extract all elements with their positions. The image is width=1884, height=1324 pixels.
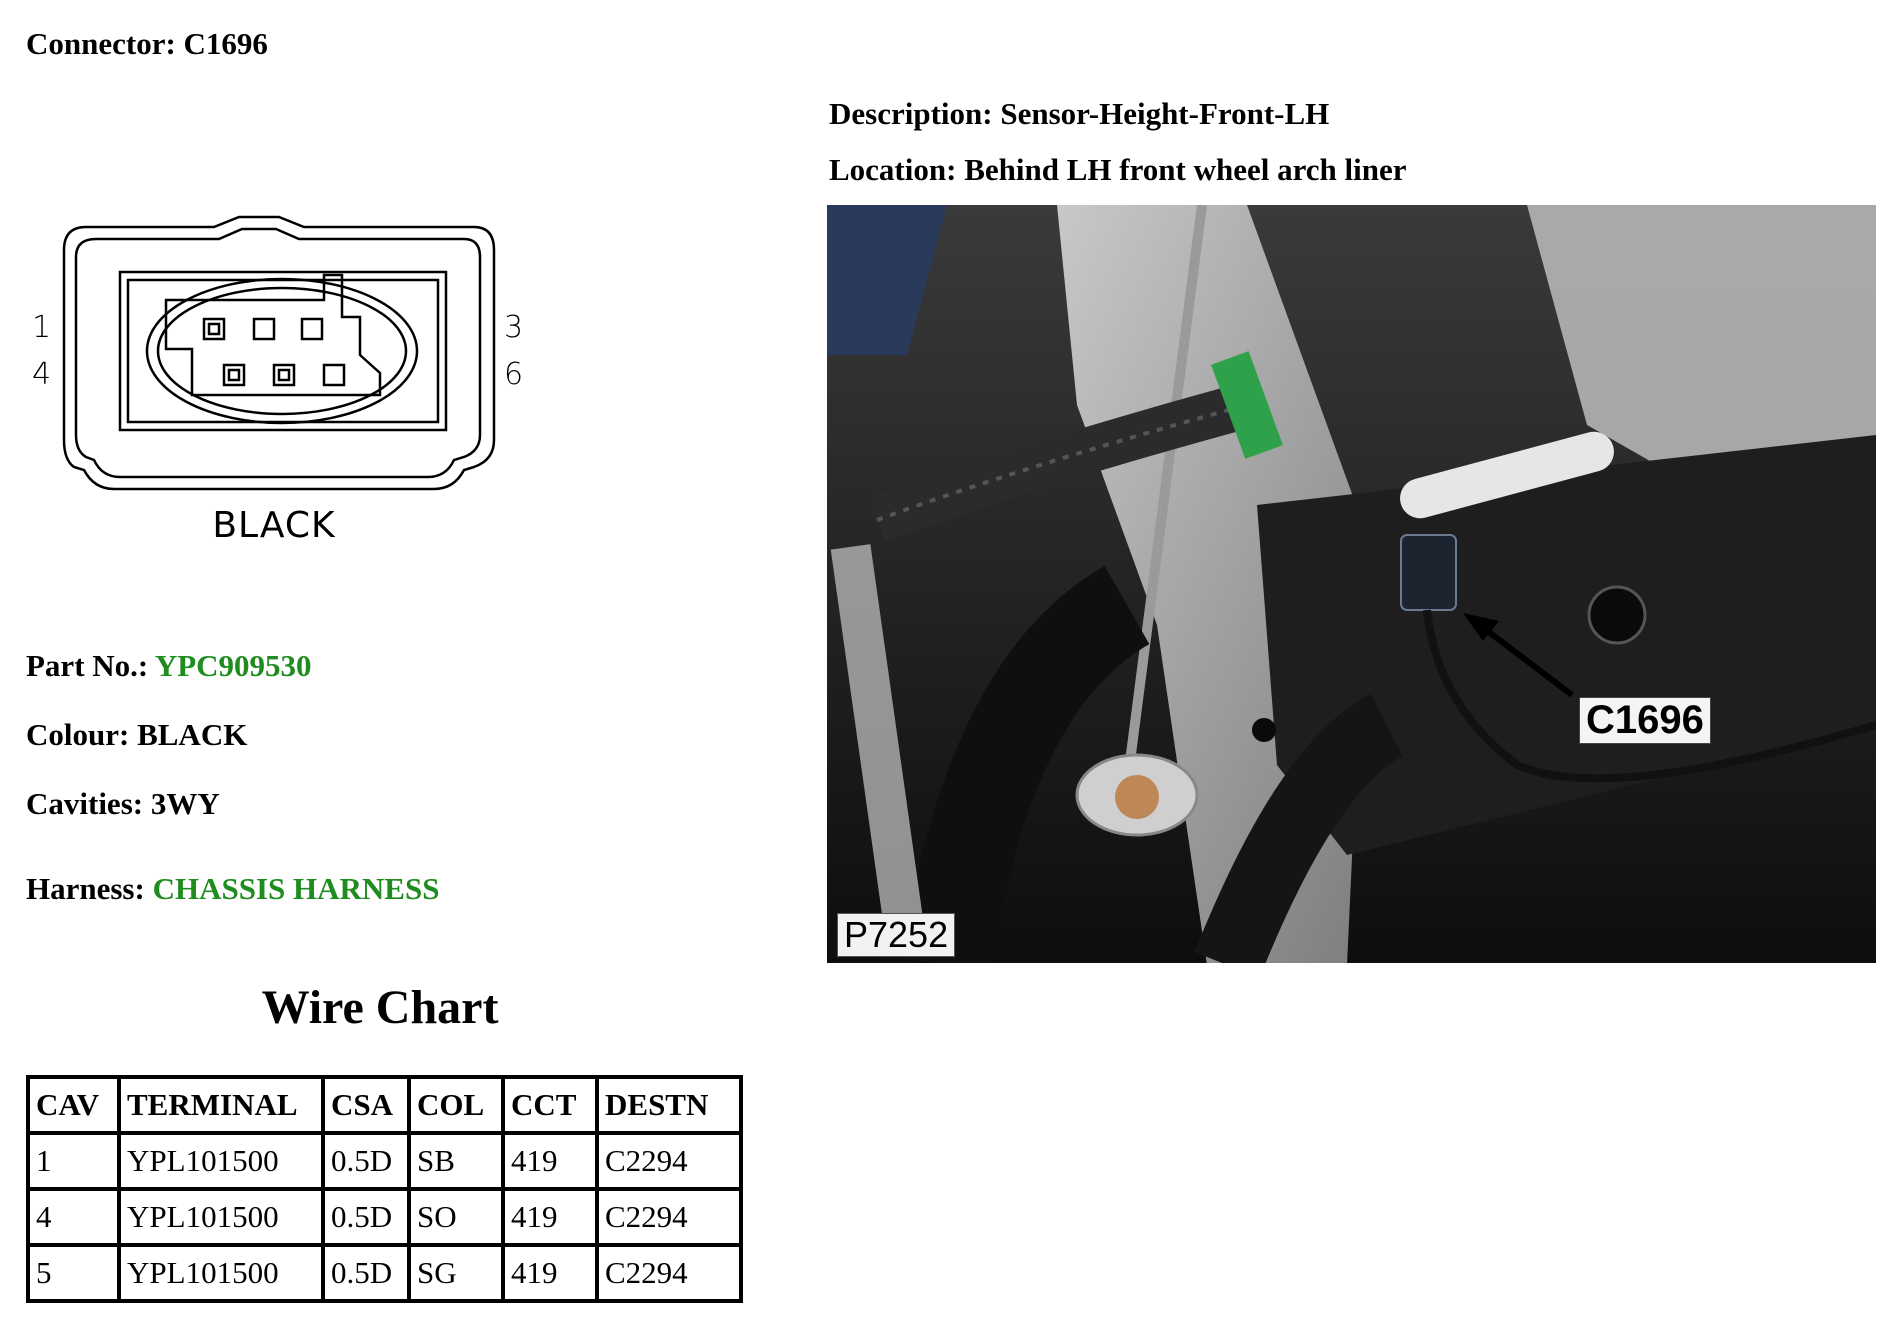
header-csa: CSA bbox=[323, 1077, 409, 1133]
cell-csa: 0.5D bbox=[323, 1245, 409, 1301]
cell-destn: C2294 bbox=[597, 1245, 741, 1301]
harness bbox=[26, 871, 439, 907]
pin-1-icon bbox=[204, 319, 224, 339]
pin-4-icon bbox=[224, 365, 244, 385]
pin-label-3: 3 bbox=[504, 310, 524, 345]
cell-csa: 0.5D bbox=[323, 1189, 409, 1245]
description bbox=[829, 96, 1329, 132]
header-col: COL bbox=[409, 1077, 503, 1133]
cell-col: SG bbox=[409, 1245, 503, 1301]
pin-2-icon bbox=[254, 319, 274, 339]
wire-chart-table bbox=[26, 1075, 743, 1303]
header-cct: CCT bbox=[503, 1077, 597, 1133]
photo-callout-label: C1696 bbox=[1579, 697, 1711, 744]
pin-label-1: 1 bbox=[32, 310, 52, 345]
pin-5-icon bbox=[274, 365, 294, 385]
cell-destn: C2294 bbox=[597, 1133, 741, 1189]
cell-destn: C2294 bbox=[597, 1189, 741, 1245]
header-terminal: TERMINAL bbox=[119, 1077, 323, 1133]
table-row bbox=[28, 1133, 741, 1189]
cell-terminal: YPL101500 bbox=[119, 1133, 323, 1189]
pin-3-icon bbox=[302, 319, 322, 339]
location-label: Location: bbox=[829, 152, 957, 187]
cell-terminal: YPL101500 bbox=[119, 1245, 323, 1301]
cell-cav: 4 bbox=[28, 1189, 119, 1245]
cavities-label: Cavities: bbox=[26, 786, 144, 821]
description-value: Sensor-Height-Front-LH bbox=[1000, 96, 1330, 131]
pin-label-4: 4 bbox=[32, 357, 52, 392]
header-cav: CAV bbox=[28, 1077, 119, 1133]
location-photo bbox=[827, 205, 1876, 963]
header-destn: DESTN bbox=[597, 1077, 741, 1133]
connector-id: C1696 bbox=[183, 26, 268, 61]
pin-6-icon bbox=[324, 365, 344, 385]
part-number bbox=[26, 648, 312, 684]
colour bbox=[26, 717, 247, 753]
harness-label: Harness: bbox=[26, 871, 145, 906]
connector-label: Connector: bbox=[26, 26, 176, 61]
colour-value: BLACK bbox=[137, 717, 248, 752]
table-row bbox=[28, 1189, 741, 1245]
table-row bbox=[28, 1245, 741, 1301]
connector-face-diagram bbox=[24, 205, 524, 565]
cell-cct: 419 bbox=[503, 1245, 597, 1301]
pin-label-6: 6 bbox=[504, 357, 524, 392]
cell-col: SB bbox=[409, 1133, 503, 1189]
cell-csa: 0.5D bbox=[323, 1133, 409, 1189]
colour-label: Colour: bbox=[26, 717, 130, 752]
location bbox=[829, 152, 1407, 188]
cell-cct: 419 bbox=[503, 1133, 597, 1189]
part-number-label: Part No.: bbox=[26, 648, 149, 683]
connector-outline-icon bbox=[24, 205, 524, 495]
cell-terminal: YPL101500 bbox=[119, 1189, 323, 1245]
photo-reference-label: P7252 bbox=[837, 913, 955, 957]
harness-link[interactable]: CHASSIS HARNESS bbox=[152, 871, 440, 906]
cavities bbox=[26, 786, 220, 822]
diagram-colour-label: BLACK bbox=[212, 505, 336, 546]
cell-col: SO bbox=[409, 1189, 503, 1245]
description-label: Description: bbox=[829, 96, 993, 131]
location-value: Behind LH front wheel arch liner bbox=[964, 152, 1407, 187]
cell-cav: 5 bbox=[28, 1245, 119, 1301]
part-number-link[interactable]: YPC909530 bbox=[154, 648, 312, 683]
cell-cct: 419 bbox=[503, 1189, 597, 1245]
connector-heading bbox=[26, 26, 268, 62]
photo-illustration bbox=[827, 205, 1876, 963]
table-header-row bbox=[28, 1077, 741, 1133]
cell-cav: 1 bbox=[28, 1133, 119, 1189]
wire-chart-title: Wire Chart bbox=[261, 981, 499, 1034]
cavities-value: 3WY bbox=[150, 786, 220, 821]
